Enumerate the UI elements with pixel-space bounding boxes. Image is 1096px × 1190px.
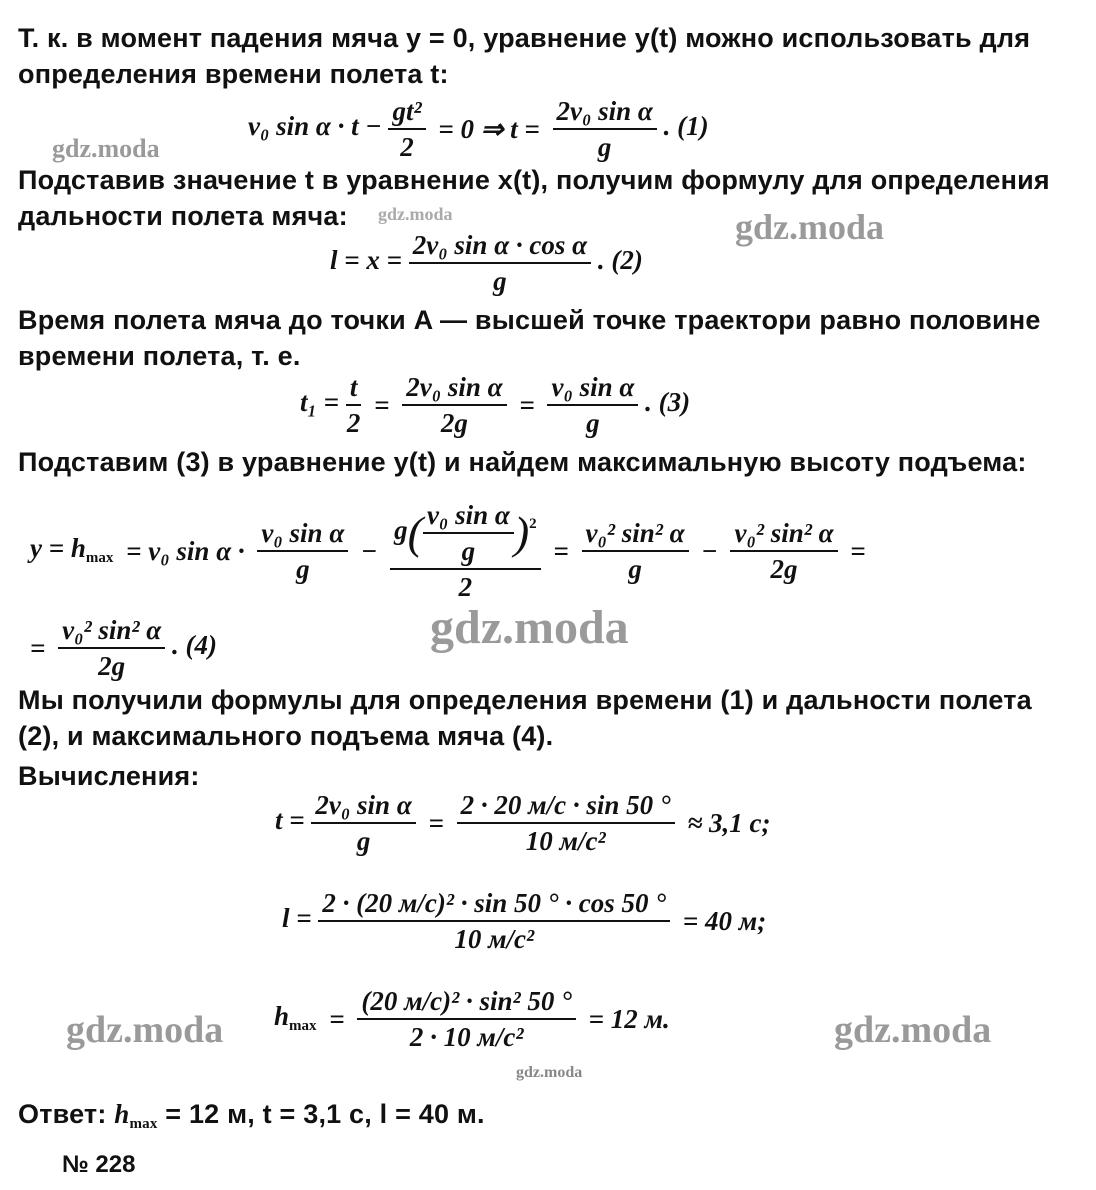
numerator: v₀² sin² α xyxy=(582,518,689,552)
fraction-range xyxy=(409,230,591,296)
numerator: v₀ sin α xyxy=(547,372,638,406)
calc-height-lhs: $h_{max}$ xyxy=(274,1001,317,1035)
denominator: 10 м/с² xyxy=(454,924,535,954)
equation-tag: . (4) xyxy=(171,630,217,661)
calc-height xyxy=(274,986,676,1052)
denominator: g xyxy=(586,408,600,438)
calc-time-lhs: t = xyxy=(275,805,305,836)
formula-4 xyxy=(30,500,872,602)
denominator: 2g xyxy=(440,408,468,438)
watermark: gdz.moda xyxy=(52,134,160,163)
formula-4-mid: = v₀ sin α · xyxy=(126,536,245,566)
fraction-v0-over-g xyxy=(547,372,638,438)
numerator: 2v₀ sin α xyxy=(402,372,506,406)
cut-off-number: № 228 xyxy=(62,1151,136,1178)
formula-1-lhs: v₀ sin α · t − xyxy=(248,111,382,142)
fraction-t-over-2 xyxy=(346,372,362,438)
paragraph-6: Вычисления: xyxy=(18,761,200,791)
numerator: v₀ sin α xyxy=(257,518,348,552)
denominator: 2 xyxy=(346,408,361,438)
paragraph-2: Подставив значение t в уравнение x(t), получим формулу для определения дальности полета мяча: xyxy=(18,165,1050,231)
paragraph-3: Время полета мяча до точки A — высшей точке траектори равно половине времени полета, т. е. xyxy=(18,305,1041,371)
denominator: g xyxy=(493,266,507,296)
watermark: gdz.moda xyxy=(378,204,453,224)
equals-sign: = xyxy=(30,633,46,663)
fraction-time-values xyxy=(457,790,675,856)
calc-time xyxy=(275,790,777,856)
denominator: 2g xyxy=(770,554,798,584)
calc-range xyxy=(282,888,772,954)
fraction-hmax xyxy=(58,615,165,681)
numerator: 2v₀ sin α xyxy=(553,96,657,130)
numerator: t xyxy=(346,372,362,406)
fraction-v0sq-over-2g xyxy=(730,518,837,584)
equals-sign: = xyxy=(519,390,535,420)
fraction-v0sq-over-g xyxy=(582,518,689,584)
answer-label: Ответ: xyxy=(18,1099,107,1129)
numerator: 2 · (20 м/с)² · sin 50 ° · cos 50 ° xyxy=(318,888,670,922)
denominator: g xyxy=(597,132,612,162)
equation-tag: . (3) xyxy=(645,387,691,418)
calc-height-result: = 12 м. xyxy=(588,1004,670,1034)
fraction-range-values xyxy=(318,888,670,954)
fraction-time xyxy=(553,96,657,162)
equals-sign: = xyxy=(850,536,866,566)
watermark: gdz.moda xyxy=(430,601,629,654)
numerator: (20 м/с)² · sin² 50 ° xyxy=(357,986,575,1020)
minus-sign: − xyxy=(701,536,718,566)
paragraph-1: Т. к. в момент падения мяча y = 0, уравнение y(t) можно использовать для определения времени полета t: xyxy=(18,23,1031,89)
denominator: g xyxy=(628,554,642,584)
denominator: g xyxy=(296,554,310,584)
fraction-height-values xyxy=(357,986,575,1052)
numerator-nested: g( $\frac{\text{v₀ sin α}}{g}$ )$^2$ xyxy=(390,500,541,570)
equals-sign: = xyxy=(329,1004,345,1034)
formula-1 xyxy=(248,96,709,162)
formula-1-mid: = 0 ⇒ t = xyxy=(438,114,540,144)
formula-3-lhs: t₁ = xyxy=(300,387,340,418)
formula-2-lhs: l = x = xyxy=(330,245,403,276)
numerator: gt² xyxy=(388,96,425,130)
answer-values: = 12 м, t = 3,1 с, l = 40 м. xyxy=(165,1099,485,1129)
paragraph-5: Мы получили формулы для определения времени (1) и дальности полета (2), и максимального подъема мяча (4). xyxy=(18,685,1032,751)
equals-sign: = xyxy=(374,390,390,420)
formula-3 xyxy=(300,372,690,438)
minus-sign: − xyxy=(361,536,378,566)
denominator: 2g xyxy=(98,651,126,681)
calc-time-result: ≈ 3,1 с; xyxy=(687,808,771,838)
fraction-v0-sin-over-g xyxy=(257,518,348,584)
numerator: 2 · 20 м/с · sin 50 ° xyxy=(457,790,675,824)
watermark: gdz.moda xyxy=(735,207,885,247)
formula-4-lhs: $y = h_{max}$ xyxy=(30,533,114,567)
equation-tag: . (2) xyxy=(597,245,643,276)
watermark: gdz.moda xyxy=(516,1064,583,1081)
paragraph-4: Подставим (3) в уравнение y(t) и найдем максимальную высоту подъема: xyxy=(18,447,1027,477)
numerator: v₀² sin² α xyxy=(730,518,837,552)
calc-range-lhs: l = xyxy=(282,903,312,934)
denominator: 10 м/с² xyxy=(525,826,606,856)
denominator: 2 xyxy=(400,132,414,162)
formula-4-result xyxy=(30,615,217,681)
fraction-time-formula xyxy=(311,790,415,856)
numerator: 2v₀ sin α · cos α xyxy=(409,230,591,264)
equals-sign: = xyxy=(553,536,569,566)
calc-range-result: = 40 м; xyxy=(682,906,767,936)
denominator: 2 xyxy=(458,572,473,602)
watermark: gdz.moda xyxy=(834,1009,992,1051)
answer-line: Ответ: $h_{max} = 12$ м, t = 3,1 с, l = 40 м. xyxy=(18,1099,485,1132)
watermark: gdz.moda xyxy=(66,1009,224,1051)
numerator: v₀² sin² α xyxy=(58,615,165,649)
fraction-nested xyxy=(390,500,541,602)
fraction-gt2-over-2 xyxy=(388,96,425,162)
fraction-2v0-over-2g xyxy=(402,372,506,438)
equation-tag: . (1) xyxy=(663,111,709,142)
numerator: 2v₀ sin α xyxy=(311,790,415,824)
formula-2 xyxy=(330,230,643,296)
denominator: g xyxy=(356,826,371,856)
equals-sign: = xyxy=(428,808,444,838)
denominator: 2 · 10 м/с² xyxy=(409,1022,524,1052)
